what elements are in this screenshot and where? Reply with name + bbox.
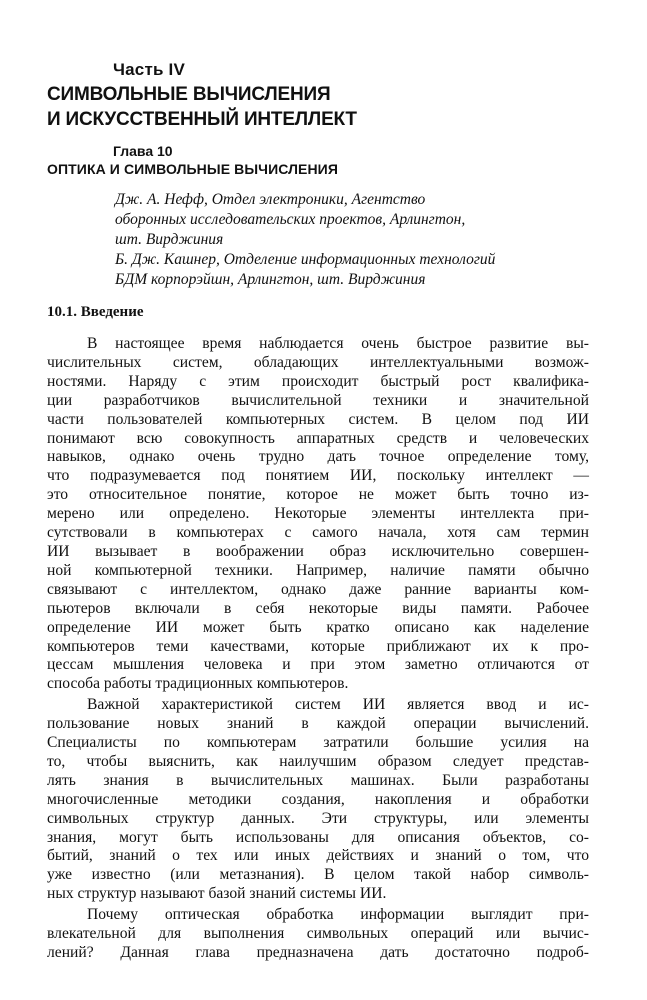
text-line: то, чтобы выяснить, как наилучшим образом следует представ-	[47, 752, 589, 770]
chapter-label: Глава 10	[113, 143, 173, 159]
text-line: многочисленные методики создания, накопления и обработки	[47, 790, 589, 808]
text-line: пользование новых знаний в каждой операции вычислений.	[47, 715, 589, 733]
author-line: оборонных исследовательских проектов, Арлингтон,	[115, 211, 466, 228]
text-line: мерено или определено. Некоторые элементы интеллекта при-	[47, 505, 589, 523]
paragraph-1	[47, 335, 589, 694]
part-title-line: И ИСКУССТВЕННЫЙ ИНТЕЛЛЕКТ	[47, 109, 357, 130]
text-line: числительных систем, обладающих интеллектуальными возмож-	[47, 353, 589, 371]
paragraph-2	[47, 696, 589, 904]
section-heading: 10.1. Введение	[47, 304, 144, 320]
text-line: ностями. Наряду с этим происходит быстрый рост квалифика-	[47, 372, 589, 390]
text-line: Важной характеристикой систем ИИ является ввод и ис-	[87, 696, 589, 714]
part-title	[47, 82, 607, 132]
chapter-title: ОПТИКА И СИМВОЛЬНЫЕ ВЫЧИСЛЕНИЯ	[47, 161, 339, 177]
text-line: способа работы традиционных компьютеров.	[47, 675, 349, 693]
text-line: лений? Данная глава предназначена дать достаточно подроб-	[47, 944, 589, 961]
text-line: определение ИИ может быть кратко описано как наделение	[47, 618, 589, 636]
text-line: ции разработчиков вычислительной техники и значительной	[47, 391, 589, 409]
text-line: ной компьютерной техники. Например, наличие памяти обычно	[47, 561, 589, 579]
text-line: Специалисты по компьютерам затратили большие усилия на	[47, 734, 589, 752]
text-line: знания, могут быть использованы для описания объектов, со-	[47, 828, 589, 846]
text-line: ных структур называют базой знаний системы ИИ.	[47, 885, 387, 903]
text-line: части пользователей компьютерных систем. В целом под ИИ	[47, 410, 589, 428]
text-line: лять знания в вычислительных машинах. Были разработаны	[47, 771, 589, 789]
author-line: шт. Вирджиния	[115, 231, 224, 248]
author-line: Дж. А. Нефф, Отдел электроники, Агентство	[115, 191, 426, 208]
text-line: связывают с интеллектом, однако даже ранние варианты ком-	[47, 580, 589, 598]
text-line: бытий, знаний о тех или иных действиях и знаний о том, что	[47, 847, 589, 865]
text-line: навыков, однако очень трудно дать точное определение тому,	[47, 448, 589, 466]
text-line: уже известно (или метазнания). В целом такой набор символь-	[47, 866, 589, 884]
paragraph-3	[47, 906, 589, 963]
text-line: ИИ вызывает в воображении образ исключительно совершен-	[47, 542, 589, 560]
part-label: Часть IV	[113, 60, 186, 79]
author-line: Б. Дж. Кашнер, Отделение информационных технологий	[115, 251, 496, 268]
text-line: влекательной для выполнения символьных операций или вычис-	[47, 925, 589, 943]
author-line: БДМ корпорэйшн, Арлингтон, шт. Вирджиния	[115, 271, 426, 288]
authors-block	[115, 190, 605, 290]
body-text	[47, 335, 589, 963]
text-line: Почему оптическая обработка информации выглядит при-	[87, 906, 589, 924]
text-line: цессам мышления человека и при этом заметно отличаются от	[47, 656, 589, 674]
text-line: пьютеров включали в себя некоторые виды памяти. Рабочее	[47, 599, 589, 617]
text-line: это относительное понятие, которое не может быть точно из-	[47, 486, 589, 504]
text-line: понимают всю совокупность аппаратных средств и человеческих	[47, 429, 589, 447]
text-line: символьных структур данных. Эти структуры, или элементы	[47, 809, 589, 827]
text-line: компьютеров теми качествами, которые приближают их к про-	[47, 637, 589, 655]
part-title-line: СИМВОЛЬНЫЕ ВЫЧИСЛЕНИЯ	[47, 84, 331, 105]
text-line: что подразумевается под понятием ИИ, поскольку интеллект —	[47, 467, 589, 485]
text-line: В настоящее время наблюдается очень быстрое развитие вы-	[87, 335, 589, 352]
text-line: сутствовали в компьютерах с самого начала, хотя сам термин	[47, 524, 589, 542]
